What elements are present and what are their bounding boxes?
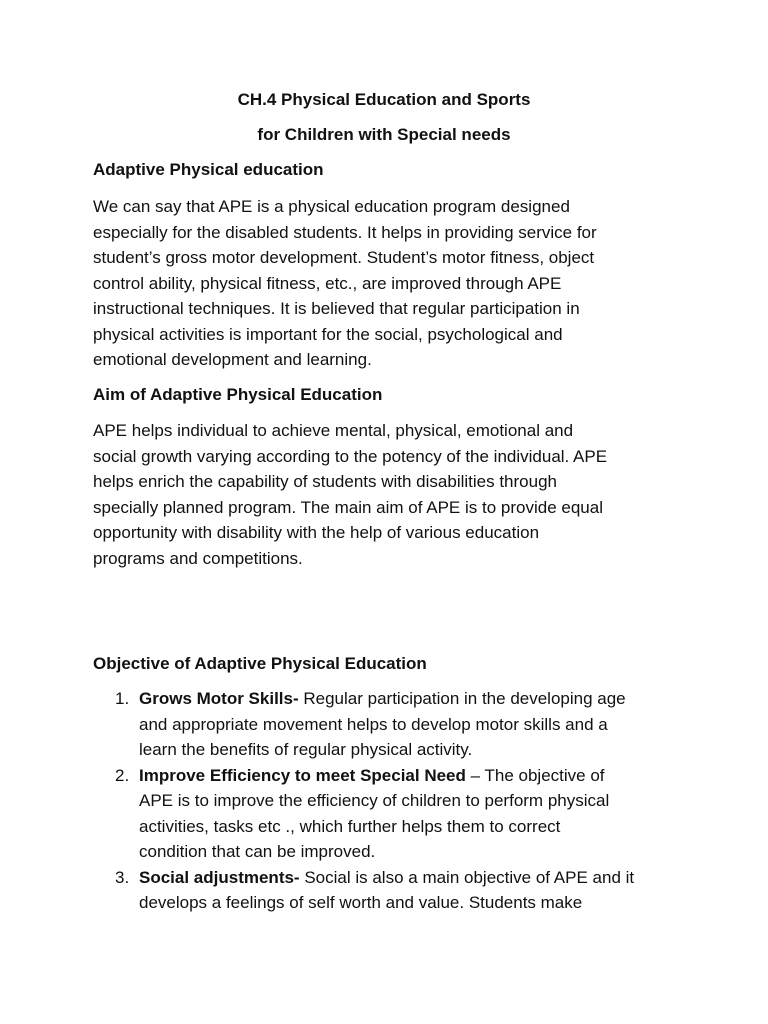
document-subtitle: for Children with Special needs — [257, 125, 511, 144]
list-item-term: Improve Efficiency to meet Special Need — [139, 765, 466, 785]
list-item-number: 2. — [115, 765, 130, 785]
paragraph-line: student’s gross motor development. Student’s motor fitness, object — [93, 248, 595, 267]
paragraph-line: control ability, physical fitness, etc., are improved through APE — [93, 273, 562, 293]
list-item-text: Regular participation in the developing age — [298, 689, 626, 708]
list-item-term: Grows Motor Skills- — [139, 689, 299, 708]
section-heading-aim: Aim of Adaptive Physical Education — [93, 385, 383, 404]
list-item — [93, 686, 693, 763]
paragraph-line: helps enrich the capability of students with disabilities through — [93, 472, 557, 491]
paragraph-line: instructional techniques. It is believed that regular participation in — [93, 299, 580, 318]
paragraph-line: emotional development and learning. — [93, 350, 372, 369]
list-item-number: 3. — [115, 867, 130, 887]
list-item-text: Social is also a main objective of APE and it — [299, 867, 635, 887]
list-item-text: – The objective of — [465, 765, 605, 785]
paragraph-line: opportunity with disability with the help of various education — [93, 523, 540, 542]
document-title: CH.4 Physical Education and Sports — [237, 90, 531, 109]
paragraph-line: physical activities is important for the social, psychological and — [93, 324, 563, 344]
list-item — [93, 763, 693, 865]
paragraph-line: programs and competitions. — [93, 548, 303, 568]
list-item-line: learn the benefits of regular physical activity. — [139, 740, 473, 759]
paragraph-line: specially planned program. The main aim of APE is to provide equal — [93, 497, 603, 517]
paragraph-adaptive-pe — [93, 194, 693, 373]
list-item-line: and appropriate movement helps to develop motor skills and a — [139, 714, 608, 734]
paragraph-line: especially for the disabled students. It helps in providing service for — [93, 222, 597, 242]
list-item-term: Social adjustments- — [139, 867, 300, 887]
paragraph-line: We can say that APE is a physical education program designed — [93, 197, 570, 216]
paragraph-line: APE helps individual to achieve mental, physical, emotional and — [93, 421, 574, 440]
list-item-first-line — [139, 763, 693, 789]
list-item-line: activities, tasks etc ., which further helps them to correct — [139, 816, 561, 836]
section-heading-adaptive-pe: Adaptive Physical education — [93, 160, 324, 179]
list-item — [93, 865, 693, 916]
paragraph-aim — [93, 418, 693, 571]
list-item-first-line — [139, 686, 693, 712]
paragraph-line: social growth varying according to the potency of the individual. APE — [93, 446, 608, 466]
list-item-line: condition that can be improved. — [139, 842, 376, 861]
list-item-first-line — [139, 865, 693, 891]
objective-list — [93, 686, 693, 916]
list-item-line: develops a feelings of self worth and value. Students make — [139, 893, 583, 912]
list-item-number: 1. — [115, 689, 130, 708]
section-heading-objective: Objective of Adaptive Physical Education — [93, 654, 427, 673]
list-item-line: APE is to improve the efficiency of children to perform physical — [139, 791, 610, 810]
